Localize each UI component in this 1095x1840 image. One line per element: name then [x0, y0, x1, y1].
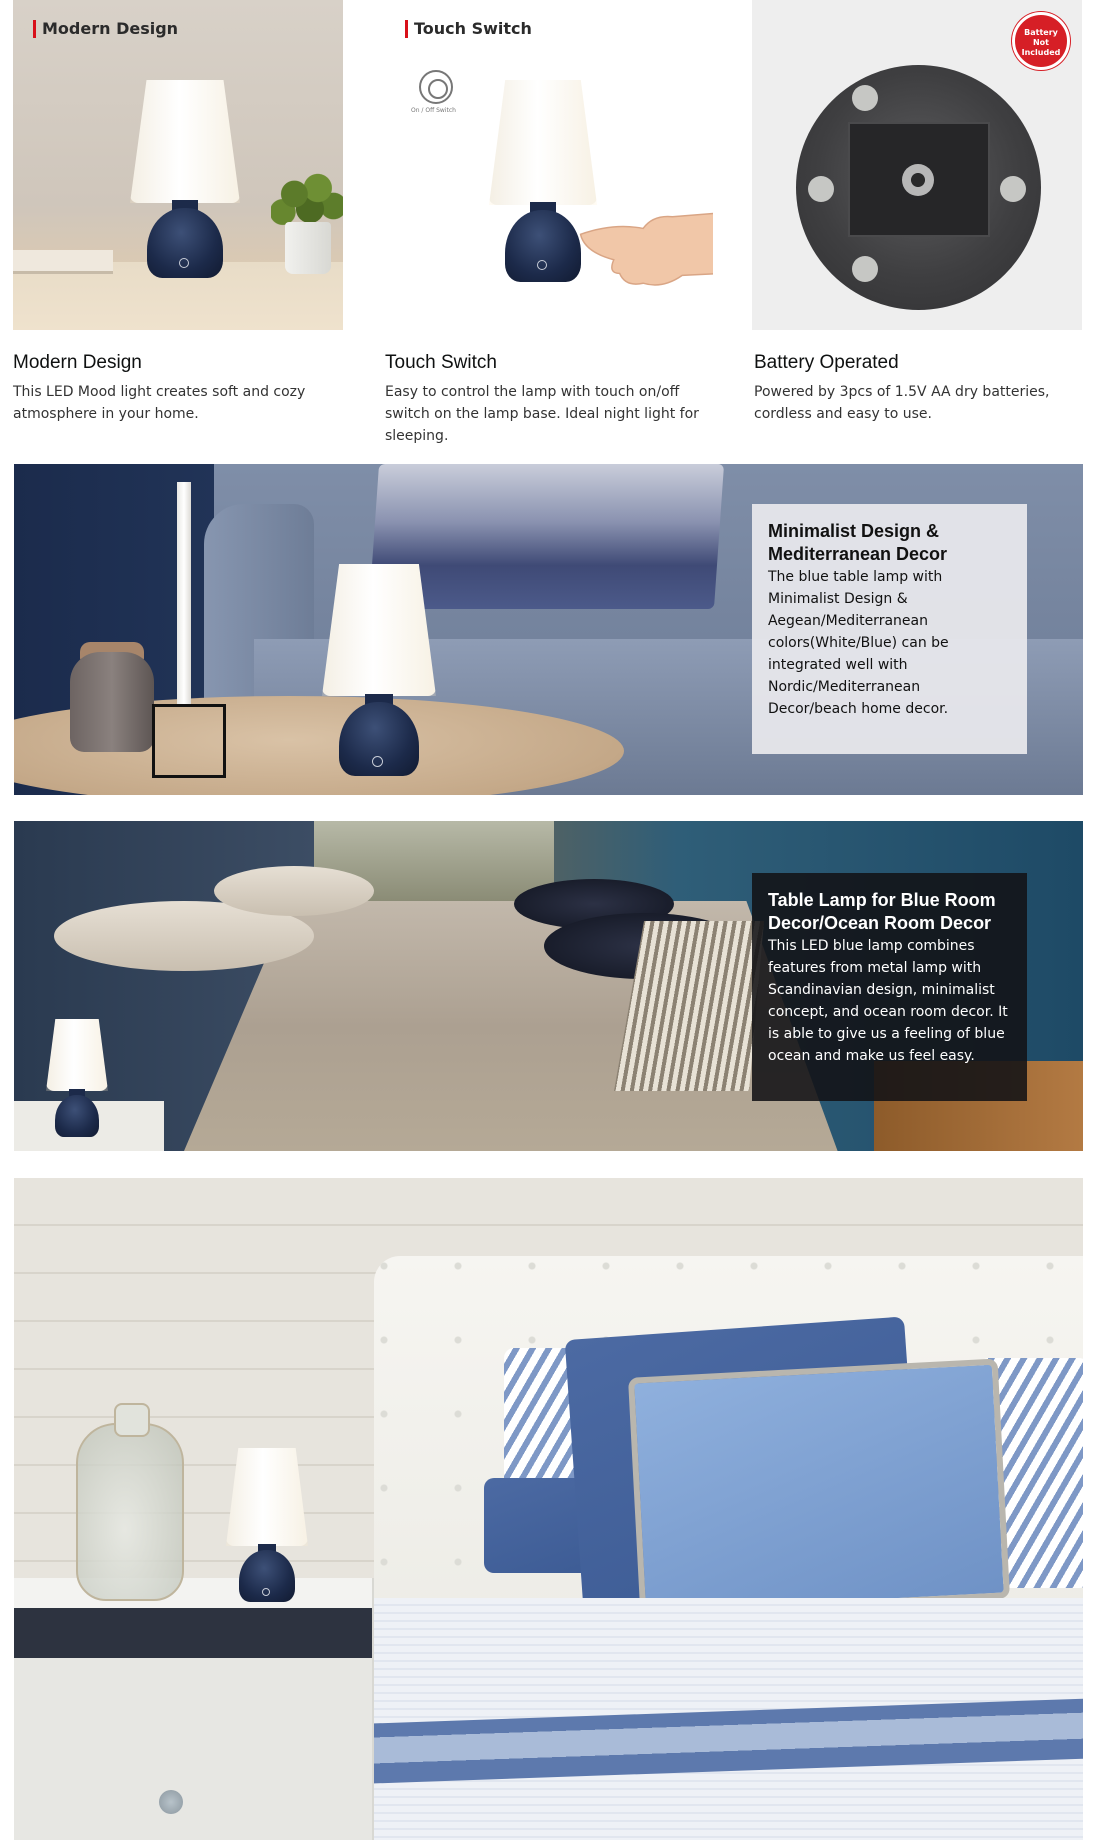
feature-text: Easy to control the lamp with touch on/off switch on the lamp base. Ideal night light for sleeping.	[385, 384, 699, 444]
living-room-banner	[14, 464, 1083, 795]
banner-text: This LED blue lamp combines features from metal lamp with Scandinavian design, minimalist concept, and ocean room decor. It is able to give us a feeling of blue ocean and make us feel easy.	[768, 938, 1008, 1064]
bedroom-banner	[14, 821, 1083, 1151]
feature-touch-switch	[385, 352, 725, 447]
rubber-foot	[1000, 176, 1026, 202]
power-switch-icon	[419, 70, 453, 104]
blue-bedroom-banner	[14, 1178, 1083, 1840]
power-switch-caption: On / Off Switch	[411, 107, 456, 114]
drawer-knob	[159, 1790, 183, 1814]
battery-compartment-image	[752, 0, 1082, 330]
feature-title: Touch Switch	[385, 352, 497, 373]
light-blue-cushion	[628, 1358, 1010, 1617]
minimalist-info-box	[752, 504, 1027, 754]
banner-title: Table Lamp for Blue Room Decor/Ocean Room Decor	[768, 890, 996, 933]
book-prop	[13, 250, 113, 274]
rubber-foot	[808, 176, 834, 202]
blue-room-info-box	[752, 873, 1027, 1101]
candle	[177, 482, 191, 704]
hand-pointing-icon	[573, 205, 713, 293]
table-lamp	[42, 1019, 112, 1139]
feature-title: Battery Operated	[754, 352, 899, 373]
table-lamp	[222, 1448, 312, 1598]
touch-switch-image	[383, 0, 713, 330]
modern-design-tag: Modern Design	[33, 20, 178, 38]
rubber-foot	[852, 85, 878, 111]
touch-switch-tag: Touch Switch	[405, 20, 532, 38]
ceramic-jar	[70, 652, 154, 752]
feature-title: Modern Design	[13, 352, 142, 373]
bed-pillow	[214, 866, 374, 916]
feature-battery-operated	[754, 352, 1094, 425]
plant-pot	[285, 222, 331, 274]
battery-not-included-badge: Battery Not Included	[1012, 12, 1070, 70]
modern-design-image	[13, 0, 343, 330]
banner-title: Minimalist Design & Mediterranean Decor	[768, 521, 948, 564]
feature-text: Powered by 3pcs of 1.5V AA dry batteries, cordless and easy to use.	[754, 384, 1050, 422]
glass-jug	[76, 1423, 184, 1601]
battery-nut	[902, 164, 934, 196]
table-lamp	[125, 80, 245, 290]
candle-holder	[152, 704, 226, 778]
feature-text: This LED Mood light creates soft and cozy atmosphere in your home.	[13, 384, 306, 422]
plant-prop	[271, 170, 343, 230]
table-lamp	[319, 564, 439, 774]
rubber-foot	[852, 256, 878, 282]
feature-modern-design	[13, 352, 353, 425]
banner-text: The blue table lamp with Minimalist Design & Aegean/Mediterranean colors(White/Blue) can be integrated well with Nordic/Mediterranean Decor/beach home decor.	[768, 569, 949, 717]
white-nightstand	[14, 1578, 374, 1840]
